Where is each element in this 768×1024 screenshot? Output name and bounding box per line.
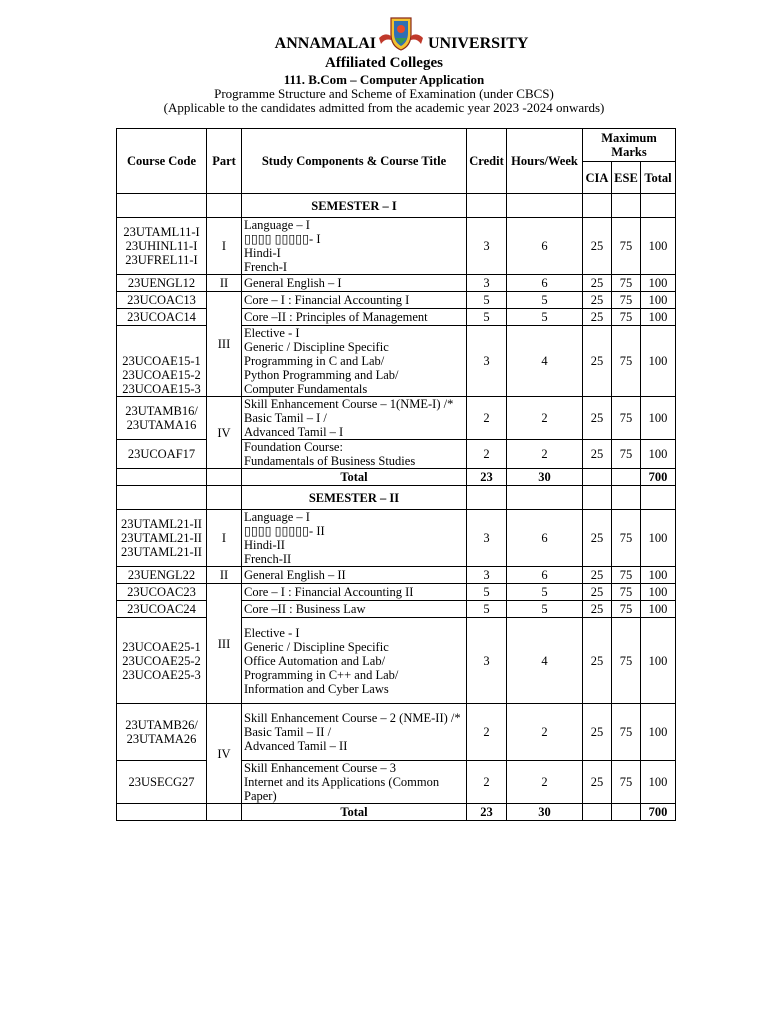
course-credit: 3	[467, 510, 507, 567]
course-cia: 25	[583, 397, 612, 440]
course-hours: 6	[507, 510, 583, 567]
course-ese: 75	[612, 275, 641, 292]
applicability-note: (Applicable to the candidates admitted from the academic year 2023 -2024 onwards)	[163, 100, 605, 115]
course-credit: 5	[467, 292, 507, 309]
university-name-right: UNIVERSITY	[428, 35, 529, 52]
course-hours: 5	[507, 584, 583, 601]
course-code: 23UCOAC24	[117, 601, 207, 618]
course-code: 23UTAMB16/ 23UTAMA16	[117, 397, 207, 440]
course-credit: 3	[467, 275, 507, 292]
total-row	[117, 804, 676, 821]
col-title: Study Components & Course Title	[242, 129, 467, 194]
total-credit: 23	[467, 804, 507, 821]
total-credit: 23	[467, 469, 507, 486]
course-code: 23UTAML21-II 23UTAML21-II 23UTAML21-II	[117, 510, 207, 567]
affiliated-heading: Affiliated Colleges	[325, 55, 443, 71]
course-code: 23UCOAC13	[117, 292, 207, 309]
course-ese: 75	[612, 584, 641, 601]
course-ese: 75	[612, 292, 641, 309]
course-ese: 75	[612, 309, 641, 326]
course-total: 100	[641, 309, 676, 326]
course-cia: 25	[583, 704, 612, 761]
col-hours: Hours/Week	[507, 129, 583, 194]
total-hours: 30	[507, 469, 583, 486]
course-code: 23UCOAC14	[117, 309, 207, 326]
course-title: Foundation Course: Fundamentals of Business Studies	[242, 440, 467, 469]
course-ese: 75	[612, 440, 641, 469]
course-title: Core – I : Financial Accounting II	[242, 584, 467, 601]
course-title: Skill Enhancement Course – 1(NME-I) /* Basic Tamil – I / Advanced Tamil – I	[242, 397, 467, 440]
col-ese: ESE	[612, 162, 641, 194]
table-row	[117, 440, 676, 469]
course-credit: 3	[467, 218, 507, 275]
course-ese: 75	[612, 761, 641, 804]
table-row	[117, 326, 676, 397]
course-cia: 25	[583, 275, 612, 292]
col-total: Total	[641, 162, 676, 194]
course-hours: 2	[507, 440, 583, 469]
course-ese: 75	[612, 510, 641, 567]
course-code: 23UTAMB26/ 23UTAMA26	[117, 704, 207, 761]
course-ese: 75	[612, 601, 641, 618]
course-ese: 75	[612, 397, 641, 440]
course-code: 23UCOAE15-1 23UCOAE15-2 23UCOAE15-3	[117, 326, 207, 397]
total-label: Total	[242, 469, 467, 486]
course-credit: 5	[467, 584, 507, 601]
course-part: III	[207, 584, 242, 704]
course-part: I	[207, 218, 242, 275]
course-code: 23UTAML11-I 23UHINL11-I 23UFREL11-I	[117, 218, 207, 275]
course-code: 23UCOAC23	[117, 584, 207, 601]
col-credit: Credit	[467, 129, 507, 194]
col-course-code: Course Code	[117, 129, 207, 194]
total-label: Total	[242, 804, 467, 821]
course-hours: 5	[507, 309, 583, 326]
course-ese: 75	[612, 326, 641, 397]
course-hours: 2	[507, 397, 583, 440]
university-title	[0, 33, 768, 55]
course-hours: 2	[507, 704, 583, 761]
course-hours: 6	[507, 218, 583, 275]
course-cia: 25	[583, 584, 612, 601]
course-hours: 5	[507, 292, 583, 309]
table-row	[117, 601, 676, 618]
header-row	[117, 129, 676, 162]
total-marks: 700	[641, 804, 676, 821]
course-cia: 25	[583, 601, 612, 618]
course-ese: 75	[612, 618, 641, 704]
course-code: 23UENGL22	[117, 567, 207, 584]
course-cia: 25	[583, 618, 612, 704]
course-cia: 25	[583, 218, 612, 275]
course-credit: 2	[467, 704, 507, 761]
course-cia: 25	[583, 761, 612, 804]
university-name-left: ANNAMALAI	[274, 35, 376, 52]
col-max-marks: Maximum Marks	[583, 129, 676, 162]
course-part: III	[207, 292, 242, 397]
course-total: 100	[641, 567, 676, 584]
table-row	[117, 704, 676, 761]
semester-label: SEMESTER – I	[242, 194, 467, 218]
table-row	[117, 584, 676, 601]
course-credit: 5	[467, 309, 507, 326]
course-total: 100	[641, 761, 676, 804]
course-part: IV	[207, 704, 242, 804]
semester-row	[117, 486, 676, 510]
table-row	[117, 761, 676, 804]
course-code: 23UENGL12	[117, 275, 207, 292]
course-code: 23UCOAF17	[117, 440, 207, 469]
course-total: 100	[641, 218, 676, 275]
total-row	[117, 469, 676, 486]
semester-label: SEMESTER – II	[242, 486, 467, 510]
course-credit: 2	[467, 761, 507, 804]
table-row	[117, 275, 676, 292]
course-title: Skill Enhancement Course – 3 Internet and its Applications (Common Paper)	[242, 761, 467, 804]
programme-heading: 111. B.Com – Computer Application	[283, 72, 485, 87]
course-title: Core – I : Financial Accounting I	[242, 292, 467, 309]
course-part: I	[207, 510, 242, 567]
course-title: Core –II : Principles of Management	[242, 309, 467, 326]
course-hours: 6	[507, 567, 583, 584]
table-row	[117, 292, 676, 309]
course-title: Elective - I Generic / Discipline Specific Programming in C and Lab/ Python Programming and Lab/ Computer Fundamentals	[242, 326, 467, 397]
course-total: 100	[641, 275, 676, 292]
course-credit: 3	[467, 326, 507, 397]
course-credit: 3	[467, 567, 507, 584]
course-credit: 5	[467, 601, 507, 618]
course-total: 100	[641, 292, 676, 309]
programme-structure-table	[116, 128, 676, 821]
col-part: Part	[207, 129, 242, 194]
course-hours: 4	[507, 618, 583, 704]
course-ese: 75	[612, 218, 641, 275]
semester-row	[117, 194, 676, 218]
course-cia: 25	[583, 567, 612, 584]
course-part: II	[207, 275, 242, 292]
course-total: 100	[641, 601, 676, 618]
course-cia: 25	[583, 326, 612, 397]
table-row	[117, 510, 676, 567]
course-total: 100	[641, 440, 676, 469]
table-row	[117, 397, 676, 440]
course-code: 23UCOAE25-1 23UCOAE25-2 23UCOAE25-3	[117, 618, 207, 704]
table-row	[117, 309, 676, 326]
course-credit: 3	[467, 618, 507, 704]
course-cia: 25	[583, 292, 612, 309]
scheme-heading: Programme Structure and Scheme of Examination (under CBCS)	[214, 86, 554, 101]
col-cia: CIA	[583, 162, 612, 194]
course-credit: 2	[467, 440, 507, 469]
course-part: IV	[207, 397, 242, 469]
course-hours: 5	[507, 601, 583, 618]
course-credit: 2	[467, 397, 507, 440]
course-cia: 25	[583, 510, 612, 567]
course-title: General English – II	[242, 567, 467, 584]
table-row	[117, 567, 676, 584]
table-row	[117, 618, 676, 704]
total-marks: 700	[641, 469, 676, 486]
course-ese: 75	[612, 704, 641, 761]
university-crest-icon	[377, 16, 425, 52]
course-title: Language – I ▯▯▯▯ ▯▯▯▯▯- II Hindi-II French-II	[242, 510, 467, 567]
course-title: Language – I ▯▯▯▯ ▯▯▯▯▯- I Hindi-I French-I	[242, 218, 467, 275]
course-total: 100	[641, 618, 676, 704]
course-title: Skill Enhancement Course – 2 (NME-II) /* Basic Tamil – II / Advanced Tamil – II	[242, 704, 467, 761]
course-title: Elective - I Generic / Discipline Specific Office Automation and Lab/ Programming in C++ and Lab/ Information and Cyber Laws	[242, 618, 467, 704]
course-total: 100	[641, 510, 676, 567]
course-cia: 25	[583, 440, 612, 469]
course-code: 23USECG27	[117, 761, 207, 804]
total-hours: 30	[507, 804, 583, 821]
course-total: 100	[641, 584, 676, 601]
course-hours: 2	[507, 761, 583, 804]
course-total: 100	[641, 704, 676, 761]
course-title: General English – I	[242, 275, 467, 292]
table-row	[117, 218, 676, 275]
course-ese: 75	[612, 567, 641, 584]
course-hours: 4	[507, 326, 583, 397]
course-hours: 6	[507, 275, 583, 292]
course-cia: 25	[583, 309, 612, 326]
course-part: II	[207, 567, 242, 584]
course-title: Core –II : Business Law	[242, 601, 467, 618]
course-total: 100	[641, 326, 676, 397]
course-total: 100	[641, 397, 676, 440]
